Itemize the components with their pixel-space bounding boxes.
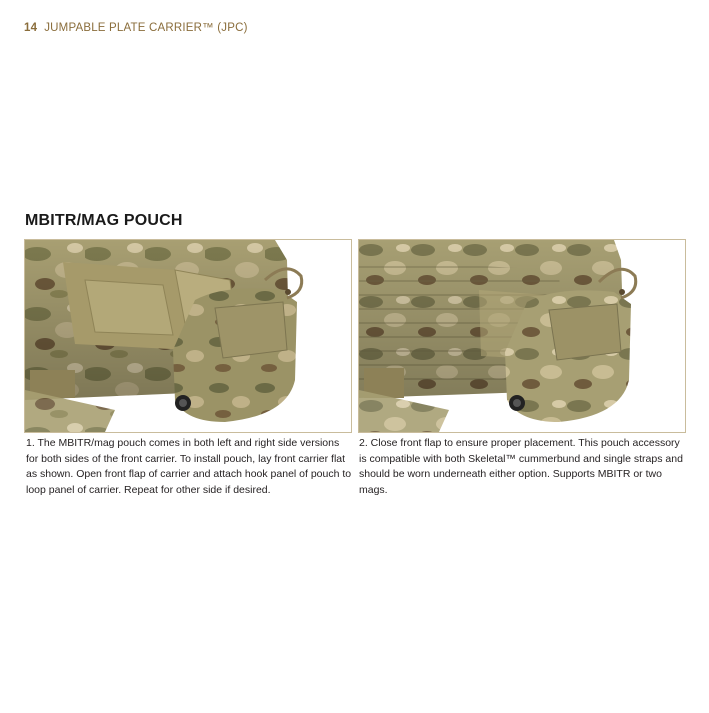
caption-step-1: 1. The MBITR/mag pouch comes in both left and right side versions for both sides of the front carrier. To install pouch, lay front carrier flat as shown. Open front flap of carrier and attach hook panel of pouch to loop panel of carrier. Repeat for other side if desired. xyxy=(26,437,352,496)
photo-flap-closed xyxy=(358,239,686,433)
photo-pouch-install xyxy=(24,239,352,433)
page-header xyxy=(24,22,248,34)
document-title: JUMPABLE PLATE CARRIER™ (JPC) xyxy=(44,22,248,34)
pouch-install-image xyxy=(25,240,351,432)
section-title: MBITR/MAG POUCH xyxy=(25,212,183,229)
caption-step-2: 2. Close front flap to ensure proper placement. This pouch accessory is compatible with both Skeletal™ cummerbund and single straps and should be worn underneath either option. Supports MBITR or two mags. xyxy=(359,437,683,496)
flap-closed-image xyxy=(359,240,685,432)
page-number: 14 xyxy=(24,22,38,34)
